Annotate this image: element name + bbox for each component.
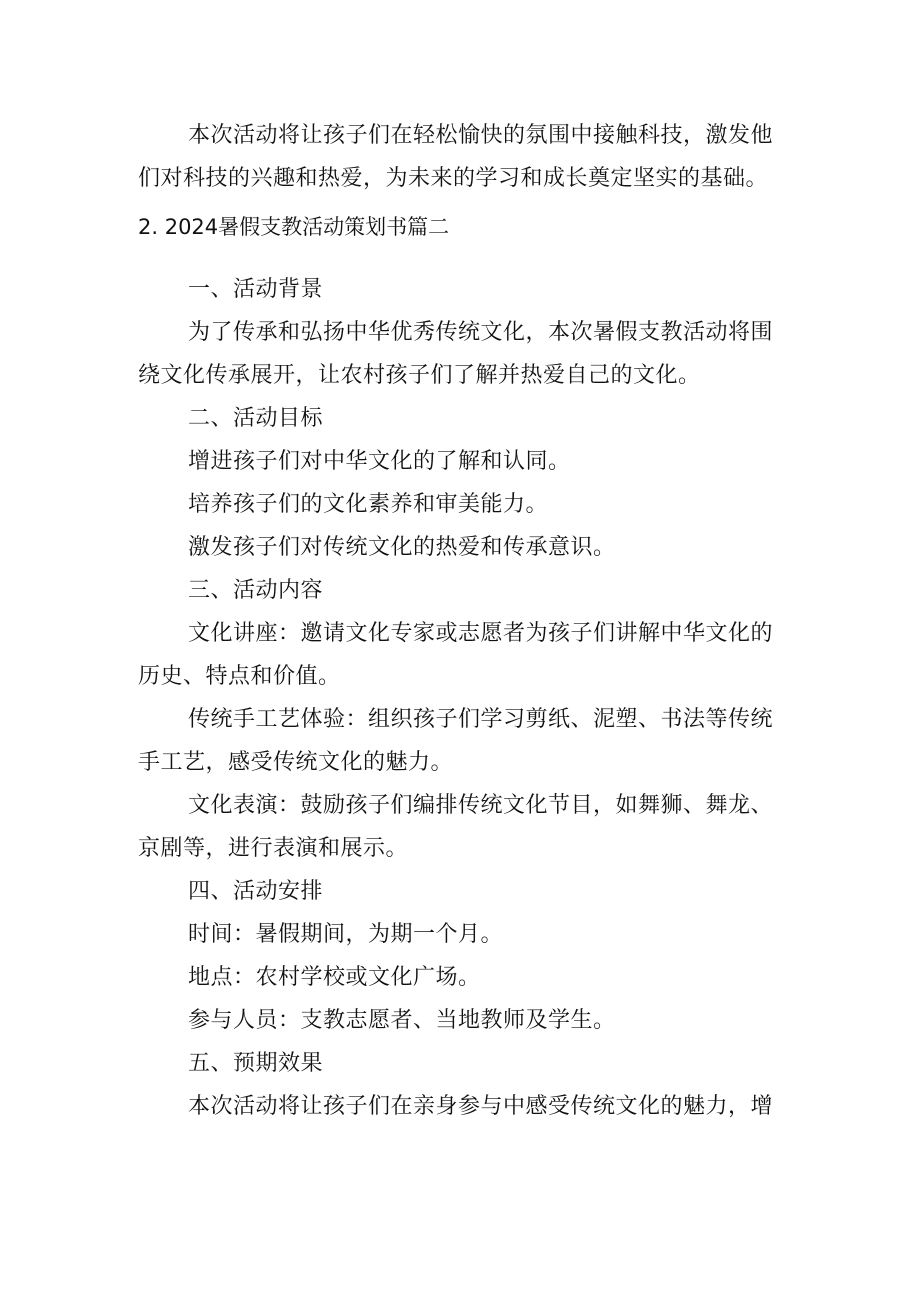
content-item-3-line-1: 文化表演：鼓励孩子们编排传统文化节目，如舞狮、舞龙、 (188, 793, 774, 818)
intro-paragraph-line-1: 本次活动将让孩子们在轻松愉快的氛围中接触科技，激发他 (188, 123, 774, 148)
content-item-2-line-2: 手工艺，感受传统文化的魅力。 (138, 750, 454, 775)
intro-paragraph-line-2: 们对科技的兴趣和热爱，为未来的学习和成长奠定坚实的基础。 (138, 166, 769, 191)
content-item-3-line-2: 京剧等，进行表演和展示。 (138, 836, 409, 861)
arrangement-location: 地点：农村学校或文化广场。 (188, 965, 481, 990)
heading-activity-content: 三、活动内容 (188, 578, 324, 603)
background-paragraph-line-1: 为了传承和弘扬中华优秀传统文化，本次暑假支教活动将围 (188, 320, 774, 345)
heading-activity-arrangement: 四、活动安排 (188, 879, 324, 904)
heading-activity-goals: 二、活动目标 (188, 406, 324, 431)
effect-paragraph-line-1: 本次活动将让孩子们在亲身参与中感受传统文化的魅力，增 (188, 1094, 774, 1119)
goal-item-3: 激发孩子们对传统文化的热爱和传承意识。 (188, 535, 616, 560)
content-item-2-line-1: 传统手工艺体验：组织孩子们学习剪纸、泥塑、书法等传统 (188, 707, 774, 732)
heading-activity-background: 一、活动背景 (188, 277, 324, 302)
background-paragraph-line-2: 绕文化传承展开，让农村孩子们了解并热爱自己的文化。 (138, 363, 701, 388)
goal-item-1: 增进孩子们对中华文化的了解和认同。 (188, 449, 571, 474)
heading-expected-effect: 五、预期效果 (188, 1051, 324, 1076)
arrangement-time: 时间：暑假期间，为期一个月。 (188, 922, 504, 947)
content-item-1-line-2: 历史、特点和价值。 (138, 664, 341, 689)
goal-item-2: 培养孩子们的文化素养和审美能力。 (188, 492, 549, 517)
content-item-1-line-1: 文化讲座：邀请文化专家或志愿者为孩子们讲解中华文化的 (188, 621, 774, 646)
arrangement-participants: 参与人员：支教志愿者、当地教师及学生。 (188, 1008, 616, 1033)
section-title: 2. 2024暑假支教活动策划书篇二 (138, 215, 450, 239)
